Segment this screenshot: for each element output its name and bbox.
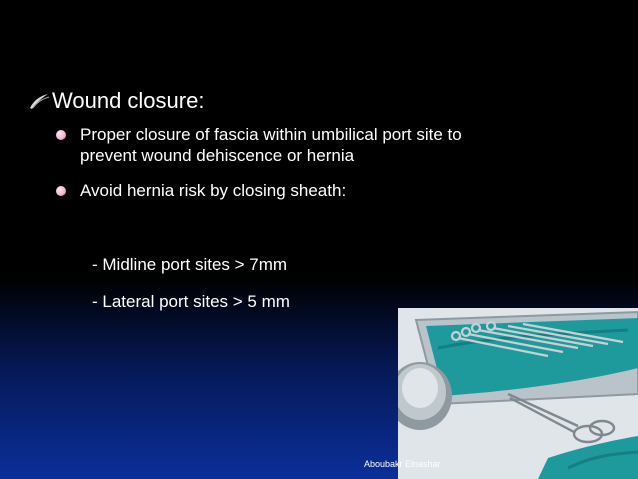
- sub-item-midline: - Midline port sites > 7mm: [92, 255, 288, 274]
- sub-item-lateral: - Lateral port sites > 5 mm: [92, 292, 290, 311]
- author-credit: Aboubakr Elnashar: [364, 459, 441, 469]
- heading-row: [28, 88, 204, 114]
- slide-heading: Wound closure:: [52, 88, 205, 113]
- surgical-instruments-illustration: [398, 308, 638, 479]
- bullet-item: [56, 124, 476, 166]
- quill-swoosh-icon: [28, 92, 50, 110]
- pink-dot-icon: [56, 130, 66, 140]
- bullet-text: Avoid hernia risk by closing sheath:: [80, 181, 347, 200]
- bullet-text: Proper closure of fascia within umbilical port site to prevent wound dehiscence or hernia: [80, 125, 462, 165]
- pink-dot-icon: [56, 186, 66, 196]
- bullet-item: [56, 180, 476, 201]
- surgical-instruments-photo: [398, 308, 638, 479]
- bullet-list: [56, 124, 476, 215]
